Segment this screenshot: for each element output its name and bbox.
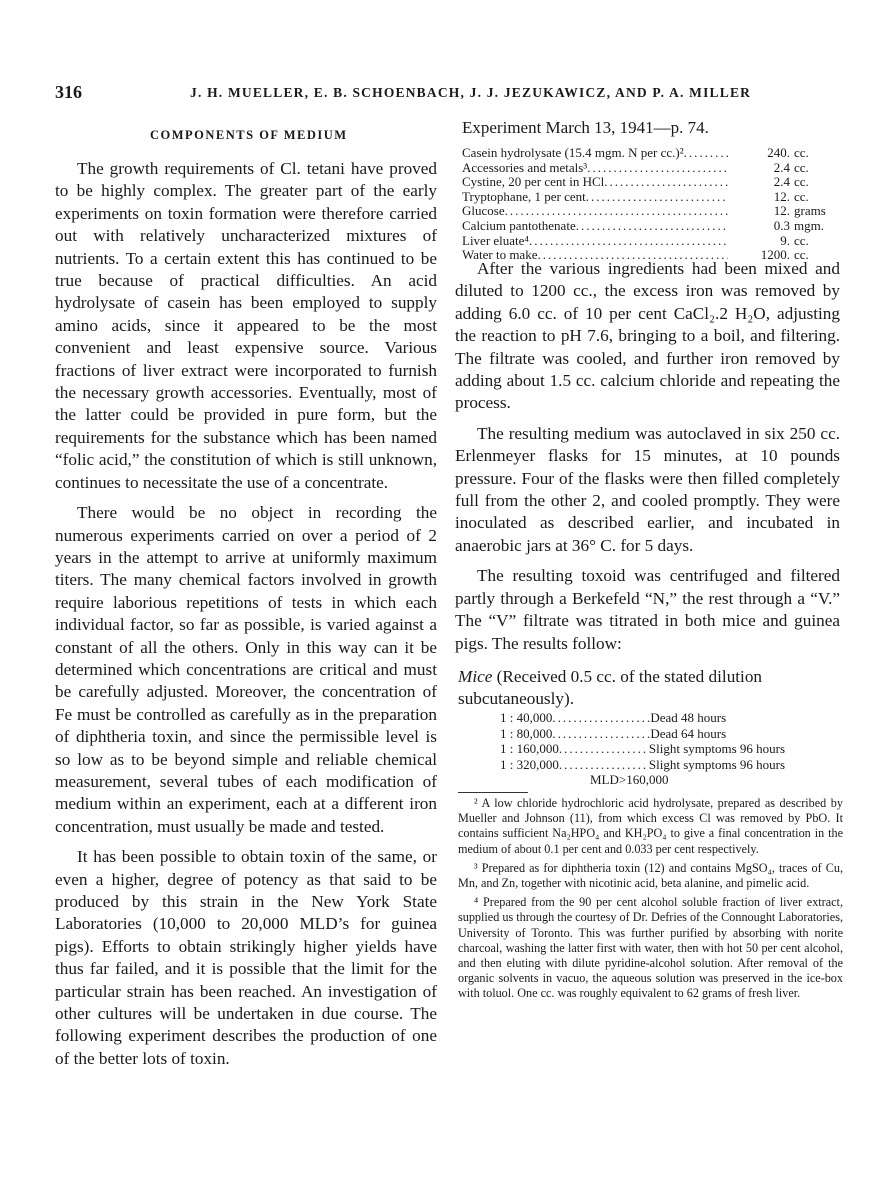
dilution: 1 : 80,000	[500, 725, 553, 741]
ingredient-unit: grams	[794, 204, 826, 219]
recipe-row	[462, 219, 842, 234]
footnote: ² A low chloride hydrochloric acid hydrolysate, prepared as described by Mueller and Johnson (11), from which excess Cl was removed by PbO. It contains sufficient Na₂HPO₄ and KH₂PO₄ to give a final concentration in the medium of about 0.1 per cent and 0.033 per cent respectively.	[458, 796, 843, 856]
experiment-title: Experiment March 13, 1941—p. 74.	[462, 118, 709, 137]
ingredient-amount: 240.	[767, 146, 790, 160]
ingredient-name: Cystine, 20 per cent in HCl	[462, 175, 605, 190]
recipe-table	[462, 146, 842, 263]
ingredient-name: Tryptophane, 1 per cent	[462, 189, 586, 204]
ingredient-amount: 12.	[773, 204, 790, 219]
leader-dots	[576, 219, 728, 234]
ingredient-amount: 1200.	[760, 248, 790, 263]
paragraph: The growth requirements of Cl. tetani have proved to be highly complex. The greater part of the early experiments on toxin formation were therefore carried out with relatively uncharacterized mixtures of nutrients. To a certain extent this has continued to be true because of practical difficulties. An acid hydrolysate of casein has been employed to supply amino acids, since it appeared to be the most convenient and least expensive source. Various fractions of liver extract were incorporated to furnish the necessary growth accessories. Eventually, most of the latter could be provided in pure form, but the requirements for the substance which has been named “folic acid,” the constitution of which is still unknown, continues to necessitate the use of a concentrate.	[55, 159, 437, 492]
ingredient-name: Calcium pantothenate	[462, 218, 576, 233]
ingredient-amount: 2.4	[773, 175, 790, 190]
ingredient-unit: mgm.	[794, 218, 824, 233]
recipe-row	[462, 146, 842, 161]
footnote: ⁴ Prepared from the 90 per cent alcohol soluble fraction of liver extract, supplied us through the courtesy of Dr. Defries of the Connought Laboratories, University of Toronto. This was further purified by absorbing with norite charcoal, washing the latter first with water, then with hot 50 per cent alcohol, and then eluting with dilute pyridine-alcohol solution. After removal of the organic solvents in vacuo, the aqueous solution was preserved in the ice-box with toluol. One cc. was roughly equivalent to 62 grams of fresh liver.	[458, 895, 843, 1001]
leader-dots	[684, 146, 728, 161]
ingredient-unit: cc.	[794, 160, 809, 175]
leader-dots	[552, 710, 650, 726]
mice-heading	[458, 666, 843, 711]
footnote-rule	[458, 792, 528, 793]
ingredient-unit: cc.	[794, 248, 809, 263]
ingredient-name: Liver eluate⁴	[462, 233, 529, 248]
paragraph: There would be no object in recording the numerous experiments carried on over a period of 2 years in the attempt to arrive at uniformly maximum titers. The many chemical factors involved in growth require laborious repetitions of tests in which each individual factor, so far as possible, is varied against a constant of all the others. Only in this way can it be determined which concentrations are critical and must be carefully adjusted. Moreover, the concentration of Fe must be controlled as carefully as in the preparation of diphtheria toxin, and since the permissible level is so low as to be beyond simple and reliable chemical measurement, several tubes of each modification of medium within an experiment, each at a different iron concentration, must usually be made and tested.	[55, 503, 437, 836]
leader-dots	[604, 175, 728, 190]
dilution: 1 : 40,000	[500, 710, 553, 725]
leader-dots	[552, 726, 650, 742]
result: Slight symptoms 96 hours	[648, 756, 786, 772]
recipe-row	[462, 161, 842, 176]
ingredient-amount: 12.	[773, 189, 790, 204]
ingredient-unit: cc.	[794, 175, 809, 190]
left-column	[55, 158, 437, 1078]
ingredient-amount: 2.4	[773, 160, 790, 175]
recipe-row	[462, 190, 842, 205]
footnotes	[458, 796, 843, 1006]
leader-dots	[559, 741, 649, 757]
leader-dots	[587, 161, 728, 176]
page-number: 316	[55, 82, 82, 102]
dilution: 1 : 160,000	[500, 741, 559, 756]
footnote: ³ Prepared as for diphtheria toxin (12) and contains MgSO₄, traces of Cu, Mn, and Zn, together with nicotinic acid, beta alanine, and pimelic acid.	[458, 860, 843, 891]
recipe-row	[462, 204, 842, 219]
mld-result: MLD>160,000	[590, 772, 669, 787]
mice-results-table	[500, 710, 820, 772]
running-head: J. H. MUELLER, E. B. SCHOENBACH, J. J. JEZUKAWICZ, AND P. A. MILLER	[190, 85, 752, 100]
paragraph: After the various ingredients had been mixed and diluted to 1200 cc., the excess iron was removed by adding 6.0 cc. of 10 per cent CaCl₂.2 H₂O, adjusting the reaction to pH 7.6, bringing to a boil, and filtering. The filtrate was cooled, and further iron removed by adding about 1.5 cc. calcium chloride and repeating the process.	[455, 259, 840, 413]
ingredient-unit: cc.	[794, 146, 809, 160]
result: Dead 48 hours	[650, 710, 727, 725]
mice-label: Mice	[458, 667, 493, 686]
ingredient-amount: 0.3	[773, 218, 790, 233]
ingredient-unit: cc.	[794, 233, 809, 248]
recipe-row	[462, 234, 842, 249]
leader-dots	[529, 234, 728, 249]
mice-result-row	[500, 710, 820, 726]
leader-dots	[559, 757, 649, 773]
paragraph: It has been possible to obtain toxin of the same, or even a higher, degree of potency as that said to be produced by this strain in the New York State Laboratories (10,000 to 20,000 MLD’s for guinea pigs). Efforts to obtain strikingly higher yields have thus far failed, and it is possible that the limit for the particular strain has been reached. An investigation of other cultures will be undertaken in due course. The following experiment describes the production of one of the better lots of toxin.	[55, 847, 437, 1068]
section-heading: COMPONENTS OF MEDIUM	[150, 128, 348, 142]
mice-result-row	[500, 726, 820, 742]
mice-result-row	[500, 741, 820, 757]
paragraph: The resulting medium was autoclaved in six 250 cc. Erlenmeyer flasks for 15 minutes, at 10 pounds pressure. Four of the flasks were then filled completely full from the other 2, and cooled promptly. They were inoculated as described earlier, and incubated in anaerobic jars at 36° C. for 5 days.	[455, 423, 840, 555]
recipe-row	[462, 175, 842, 190]
leader-dots	[586, 190, 728, 205]
result: Dead 64 hours	[650, 725, 727, 741]
paragraph: The resulting toxoid was centrifuged and filtered partly through a Berkefeld “N,” the rest through a “V.” The “V” filtrate was titrated in both mice and guinea pigs. The results follow:	[455, 566, 840, 653]
right-column	[455, 258, 840, 663]
result: Slight symptoms 96 hours	[648, 741, 786, 756]
ingredient-unit: cc.	[794, 189, 809, 204]
ingredient-name: Accessories and metals³	[462, 160, 588, 175]
leader-dots	[505, 204, 728, 219]
ingredient-name: Casein hydrolysate (15.4 mgm. N per cc.)²	[462, 146, 684, 160]
ingredient-amount: 9.	[780, 233, 790, 248]
dilution: 1 : 320,000	[500, 756, 559, 772]
ingredient-name: Water to make	[462, 248, 538, 263]
mice-result-row	[500, 757, 820, 773]
ingredient-name: Glucose	[462, 204, 505, 219]
mice-note: (Received 0.5 cc. of the stated dilution subcutaneously).	[458, 667, 763, 709]
